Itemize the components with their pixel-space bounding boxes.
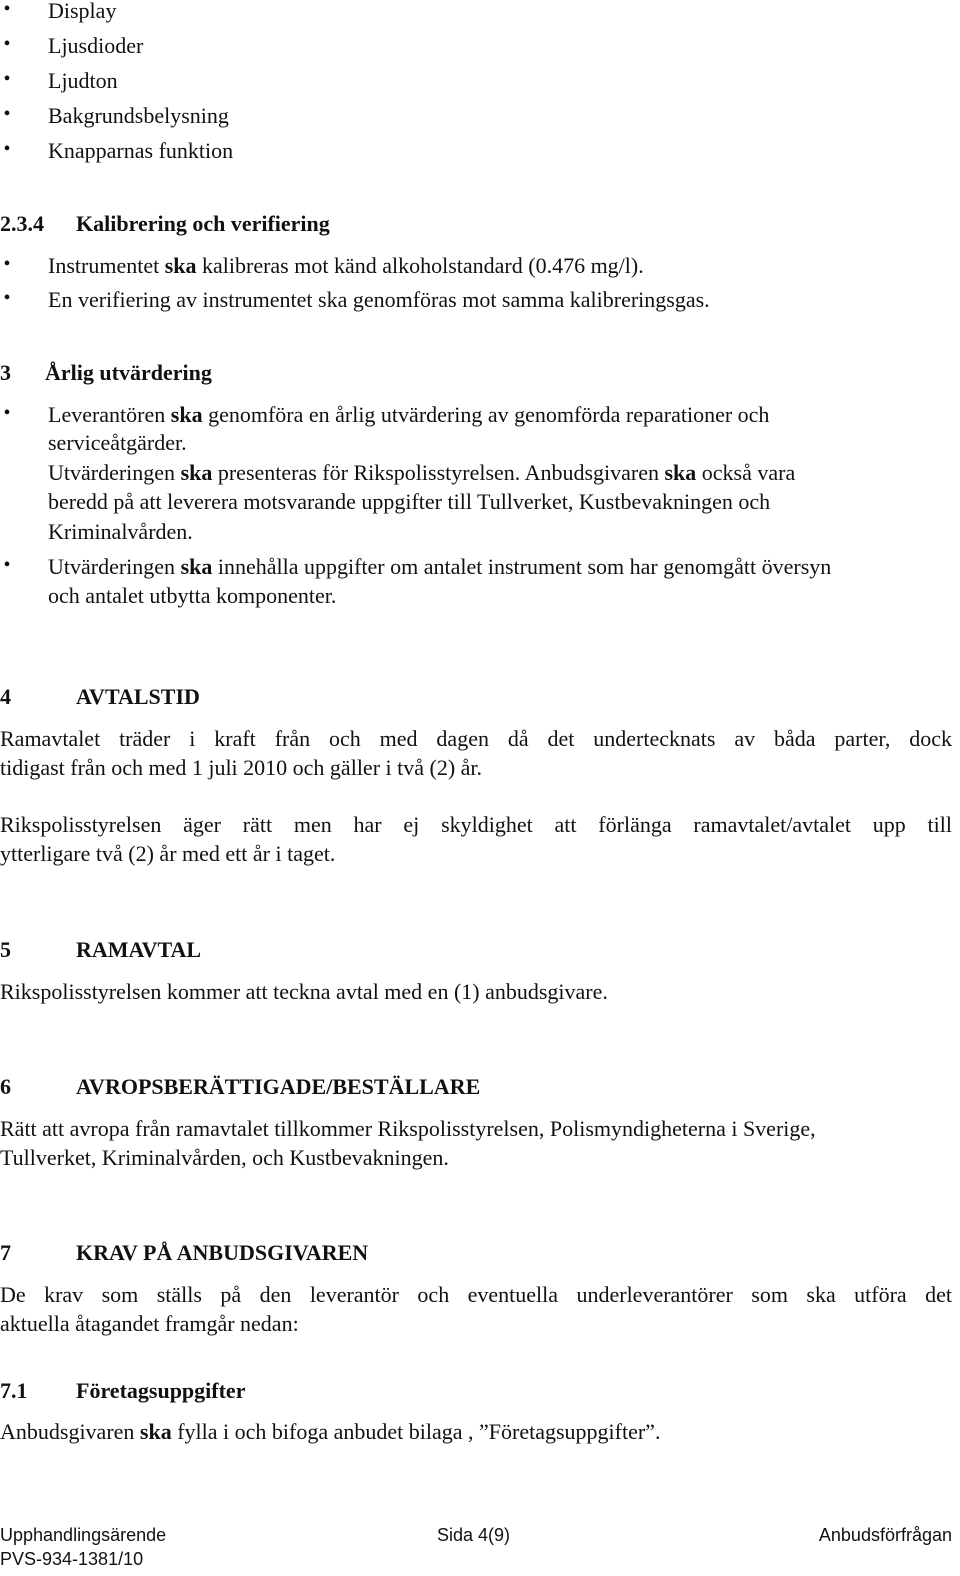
list-item: Bakgrundsbelysning xyxy=(48,103,229,128)
paragraph-line: De krav som ställs på den leverantör och eventuella underleverantörer som ska utföra det xyxy=(0,1282,952,1307)
bullet-icon: • xyxy=(3,554,11,576)
page-number: Sida 4(9) xyxy=(437,1525,511,1545)
list-item: Utvärderingen ska innehålla uppgifter om antalet instrument som har genomgått översyn xyxy=(48,554,832,579)
list-item: Instrumentet ska kalibreras mot känd alkoholstandard (0.476 mg/l). xyxy=(48,253,644,278)
list-item-continuation: serviceåtgärder. xyxy=(48,430,187,455)
paragraph: Rikspolisstyrelsen kommer att teckna avtal med en (1) anbudsgivare. xyxy=(0,979,608,1004)
section-number: 4 xyxy=(0,684,11,709)
bullet-icon: • xyxy=(3,253,11,275)
section-title: Årlig utvärdering xyxy=(45,360,212,385)
paragraph-line: Utvärderingen ska presenteras för Rikspolisstyrelsen. Anbudsgivaren ska också vara xyxy=(48,460,796,485)
section-title: KRAV PÅ ANBUDSGIVAREN xyxy=(76,1240,369,1265)
section-title: AVTALSTID xyxy=(76,684,200,709)
paragraph-line: Tullverket, Kriminalvården, och Kustbevakningen. xyxy=(0,1145,449,1170)
section-number: 2.3.4 xyxy=(0,211,44,236)
list-item: En verifiering av instrumentet ska genomföras mot samma kalibreringsgas. xyxy=(48,287,710,312)
list-item: Knapparnas funktion xyxy=(48,138,234,163)
paragraph-line: ytterligare två (2) år med ett år i taget. xyxy=(0,841,336,866)
section-title: Företagsuppgifter xyxy=(76,1378,246,1403)
section-title: AVROPSBERÄTTIGADE/BESTÄLLARE xyxy=(76,1074,481,1099)
section-number: 3 xyxy=(0,360,11,385)
footer-right: Anbudsförfrågan xyxy=(818,1525,952,1545)
paragraph-line: Kriminalvården. xyxy=(48,519,193,544)
footer-left: Upphandlingsärende xyxy=(0,1525,167,1545)
paragraph-line: beredd på att leverera motsvarande uppgifter till Tullverket, Kustbevakningen och xyxy=(48,489,771,514)
section-number: 7 xyxy=(0,1240,11,1265)
section-number: 5 xyxy=(0,937,11,962)
list-item: Display xyxy=(48,0,117,23)
list-item-continuation: och antalet utbytta komponenter. xyxy=(48,583,337,608)
list-item: Leverantören ska genomföra en årlig utvärdering av genomförda reparationer och xyxy=(48,402,770,427)
paragraph-line: Rätt att avropa från ramavtalet tillkommer Rikspolisstyrelsen, Polismyndigheterna i Sverige, xyxy=(0,1116,816,1141)
list-item: Ljusdioder xyxy=(48,33,144,58)
paragraph: Anbudsgivaren ska fylla i och bifoga anbudet bilaga , ”Företagsuppgifter”. xyxy=(0,1419,661,1444)
bullet-icon: • xyxy=(3,138,11,160)
section-number: 6 xyxy=(0,1074,11,1099)
bullet-icon: • xyxy=(3,103,11,125)
section-title: RAMAVTAL xyxy=(76,937,202,962)
paragraph-line: Rikspolisstyrelsen äger rätt men har ej skyldighet att förlänga ramavtalet/avtalet upp till xyxy=(0,812,952,837)
section-title: Kalibrering och verifiering xyxy=(76,211,330,236)
section-number: 7.1 xyxy=(0,1378,28,1403)
paragraph-line: tidigast från och med 1 juli 2010 och gäller i två (2) år. xyxy=(0,755,483,780)
bullet-icon: • xyxy=(3,0,11,20)
paragraph-line: Ramavtalet träder i kraft från och med dagen då det undertecknats av båda parter, dock xyxy=(0,726,952,751)
list-item: Ljudton xyxy=(48,68,118,93)
bullet-icon: • xyxy=(3,287,11,309)
paragraph-line: aktuella åtagandet framgår nedan: xyxy=(0,1311,299,1336)
bullet-icon: • xyxy=(3,402,11,424)
bullet-icon: • xyxy=(3,33,11,55)
bullet-icon: • xyxy=(3,68,11,90)
reference-number: PVS-934-1381/10 xyxy=(0,1549,144,1569)
